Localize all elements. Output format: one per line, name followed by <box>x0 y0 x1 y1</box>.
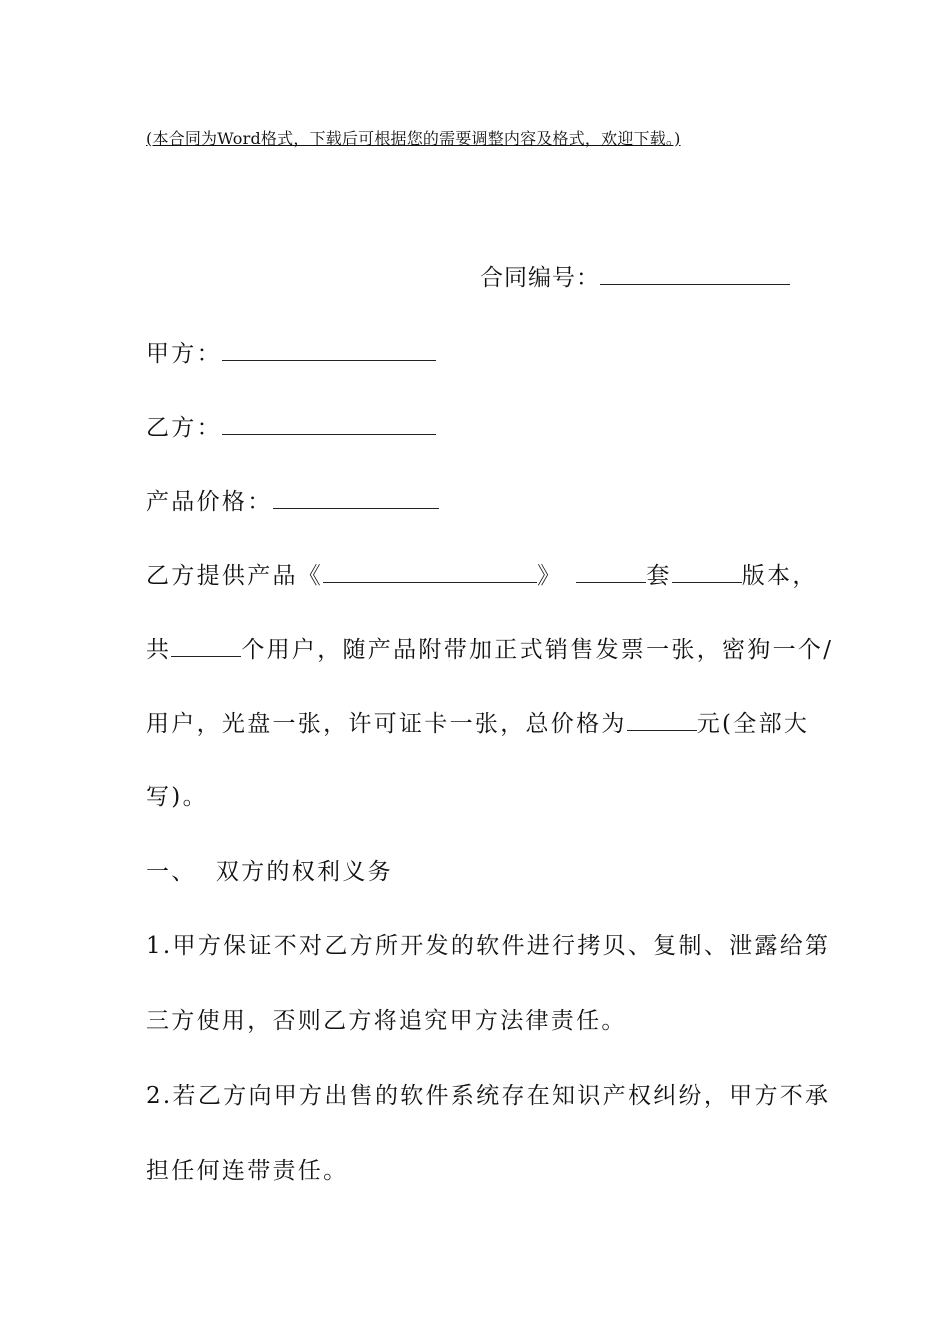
item-1-text-a: 1.甲方保证不对乙方所开发的软件进行拷贝、复制、泄露给第 <box>146 933 831 959</box>
product-text-c: 套 <box>646 563 672 589</box>
contract-number-label: 合同编号： <box>480 265 600 291</box>
item-2-text-a: 2.若乙方向甲方出售的软件系统存在知识产权纠纷，甲方不承 <box>146 1083 831 1109</box>
section-1-heading: 一、 双方的权利义务 <box>146 859 393 885</box>
item-2-line-2 <box>146 1156 348 1186</box>
product-name-blank <box>323 560 537 583</box>
price-label: 产品价格： <box>146 489 273 515</box>
item-1-text-b: 三方使用，否则乙方将追究甲方法律责任。 <box>146 1008 627 1034</box>
party-b-blank <box>222 412 436 435</box>
download-notice: (本合同为Word格式，下载后可根据您的需要调整内容及格式，欢迎下载。) <box>146 129 681 148</box>
product-text-g: 用户，光盘一张，许可证卡一张，总价格为 <box>146 711 627 737</box>
party-b-row <box>146 412 436 443</box>
product-line-2 <box>146 634 833 665</box>
section-1-title <box>146 857 393 887</box>
price-row <box>146 486 439 517</box>
product-text-h: 元(全部大 <box>696 711 810 737</box>
party-a-label: 甲方： <box>146 341 222 367</box>
item-1-line-2 <box>146 1006 627 1036</box>
product-line-3 <box>146 708 809 739</box>
total-price-blank <box>627 708 697 731</box>
product-line-4 <box>146 782 208 812</box>
product-text-f: 个用户，随产品附带加正式销售发票一张，密狗一个/ <box>241 637 834 663</box>
product-text-a: 乙方提供产品《 <box>146 563 324 589</box>
version-blank <box>672 560 742 583</box>
product-text-e: 共 <box>146 637 172 663</box>
item-2-text-b: 担任何连带责任。 <box>146 1158 349 1184</box>
product-text-i: 写)。 <box>146 784 208 810</box>
user-count-blank <box>171 634 241 657</box>
contract-number-row <box>480 262 790 293</box>
price-blank <box>273 486 439 509</box>
product-text-d: 版本， <box>741 563 818 589</box>
item-1-line-1 <box>146 931 830 961</box>
party-a-blank <box>222 338 436 361</box>
party-b-label: 乙方： <box>146 415 222 441</box>
contract-number-blank <box>600 262 790 285</box>
party-a-row <box>146 338 436 369</box>
set-count-blank <box>576 560 646 583</box>
product-line-1 <box>146 560 818 591</box>
product-text-b: 》 <box>537 563 563 589</box>
item-2-line-1 <box>146 1081 830 1111</box>
